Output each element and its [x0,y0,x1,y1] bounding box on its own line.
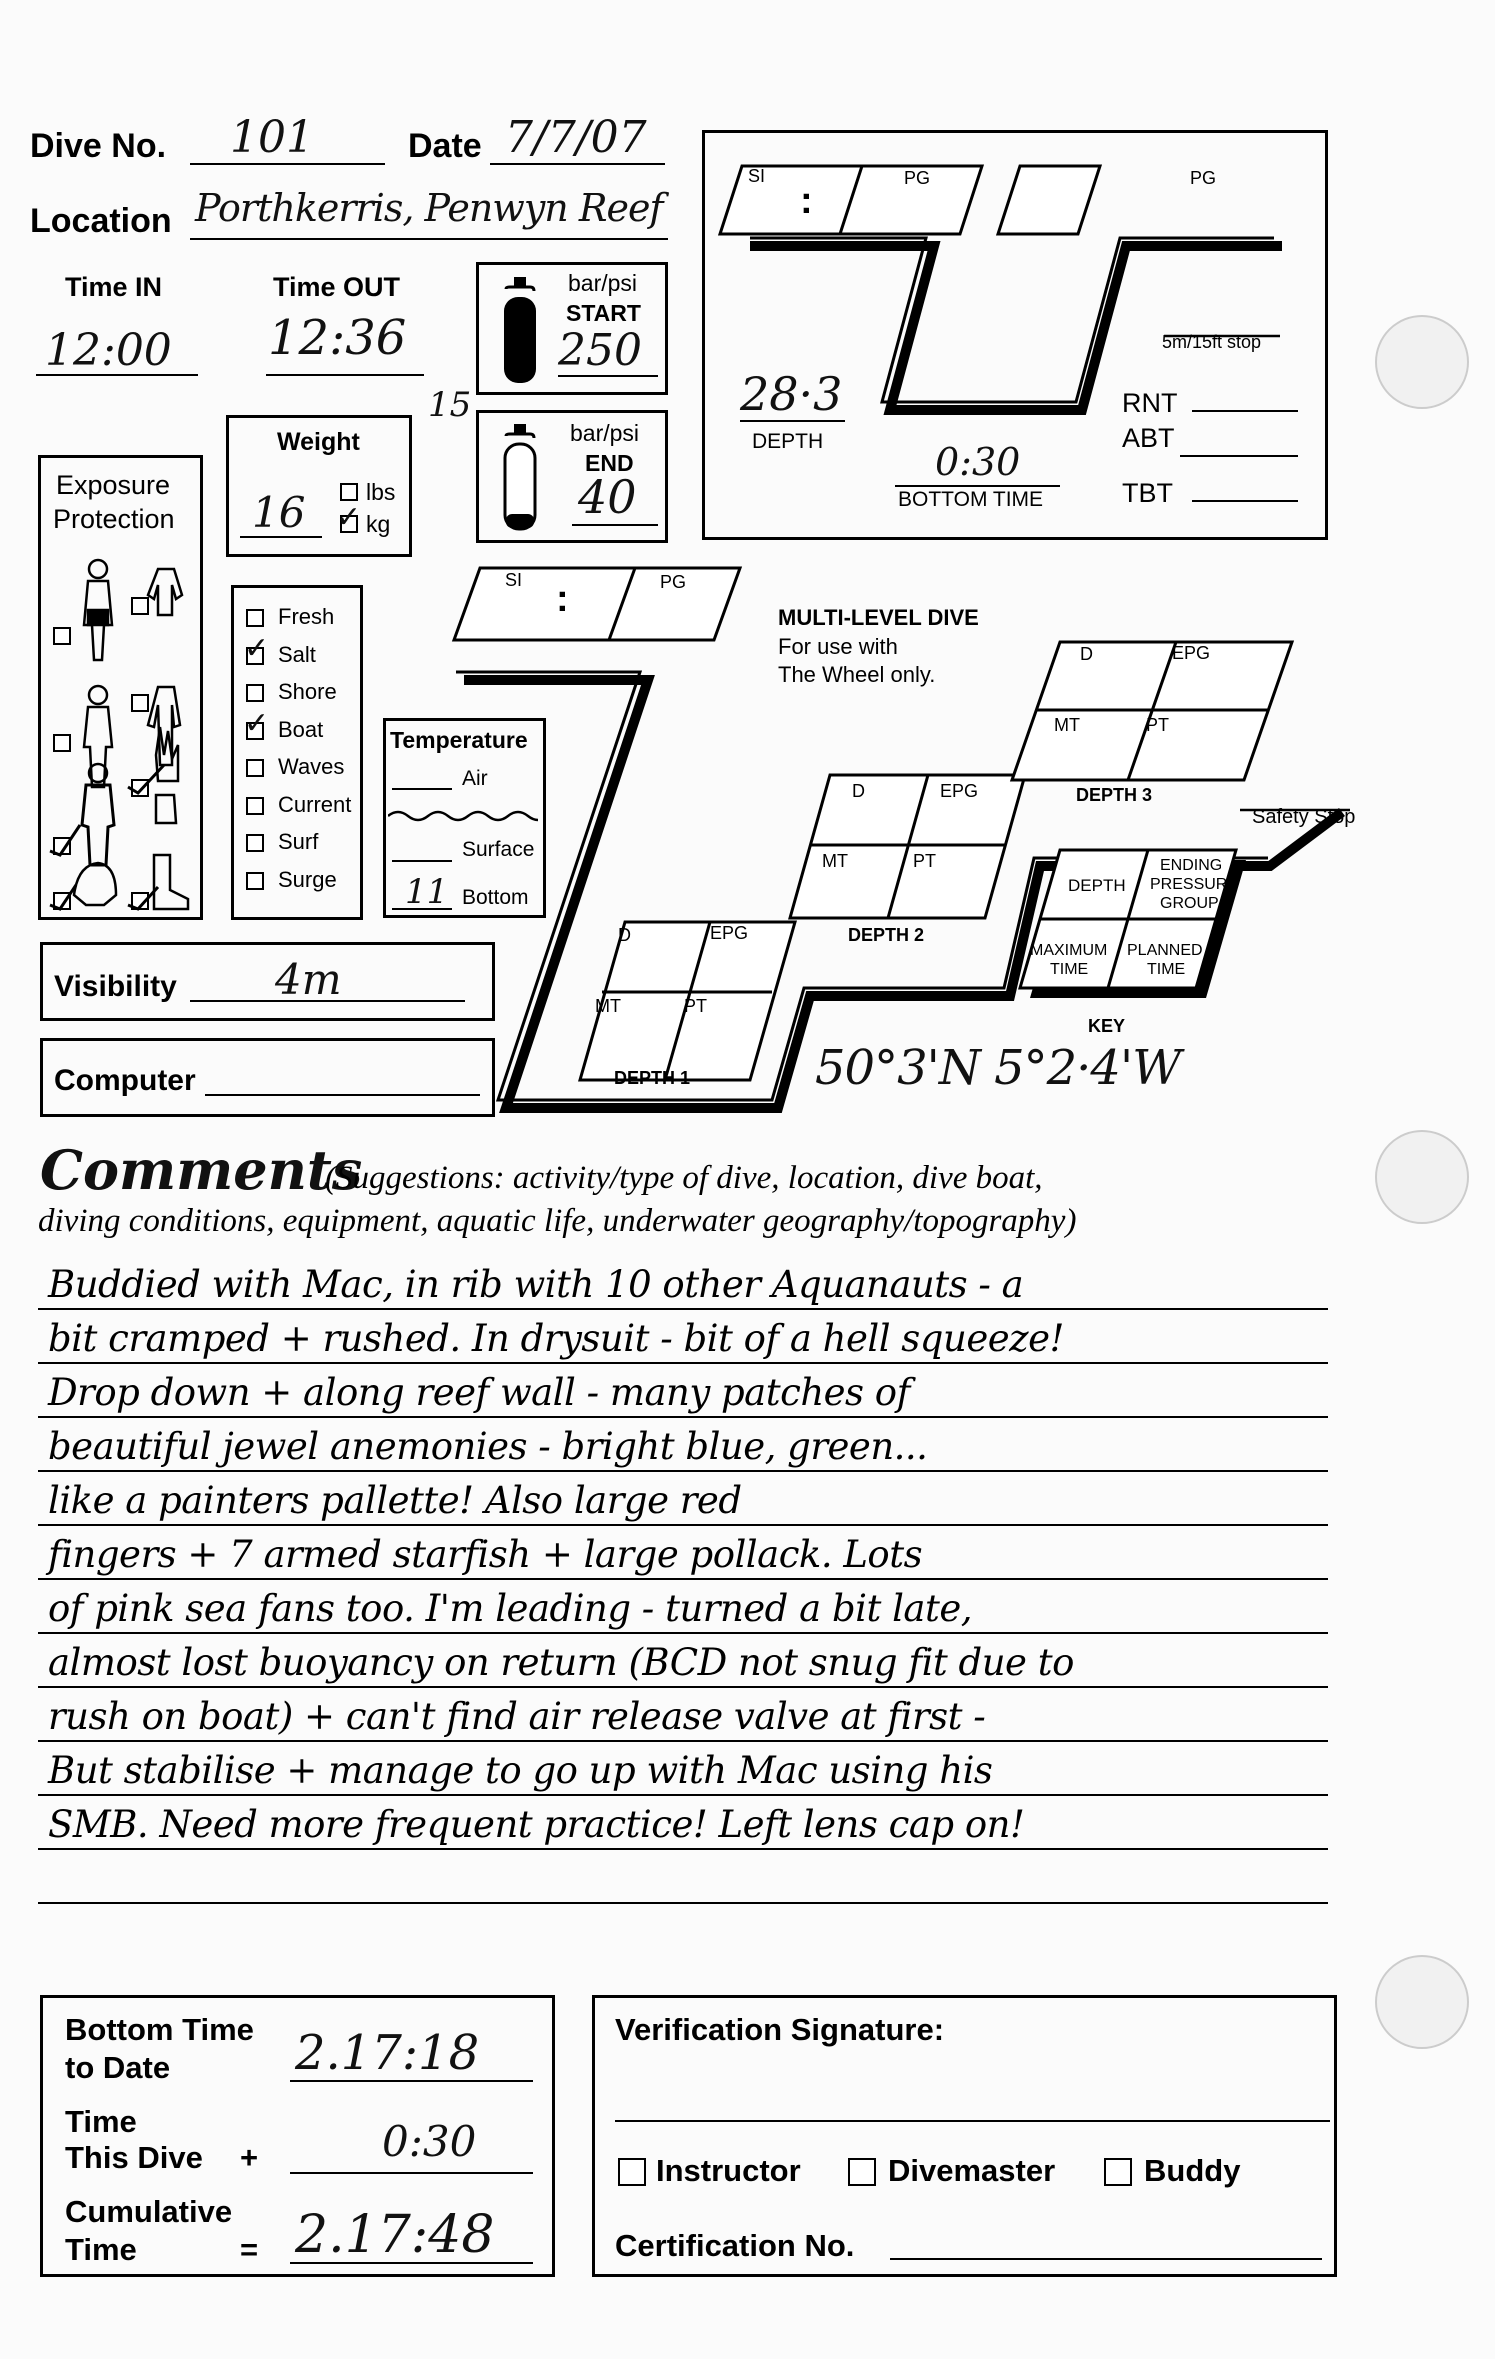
time-in-label: Time IN [65,272,163,302]
cert-label: Certification No. [615,2228,855,2263]
key-pt-2: TIME [1147,961,1186,978]
temp-bottom-label: Bottom [462,886,529,909]
comment-line-text: Buddied with Mac, in rib with 10 other Aquanauts - a [48,1263,1024,1306]
temperature-title: Temperature [390,727,528,753]
key-mt-1: MAXIMUM [1030,942,1108,959]
d3-epg-label: EPG [1172,643,1211,663]
profile-pg-label-2: PG [1190,168,1217,188]
visibility-label: Visibility [54,970,177,1003]
dive-no-value[interactable]: 101 [230,112,314,163]
temp-bottom-value[interactable]: 11 [405,872,449,912]
comment-line [38,1362,1328,1418]
comment-line-text: fingers + 7 armed starfish + large pollack. Lots [48,1533,923,1576]
d3-label: DEPTH 3 [1076,785,1153,805]
water-salt-label: Salt [278,641,316,667]
time-out-label: Time OUT [273,272,401,302]
comment-line [38,1632,1328,1688]
d3-mt-label: MT [1054,715,1080,735]
bt-to-date-label-1: Bottom Time [65,2012,254,2047]
comment-line [38,1470,1328,1526]
lbs-label: lbs [366,479,396,505]
profile-pg-label-1: PG [904,168,931,188]
signature-line[interactable] [615,2120,1330,2122]
comments-title: Comments [40,1138,363,1202]
key-depth-label: DEPTH [1068,876,1126,895]
this-dive-label-2: This Dive [65,2140,203,2175]
d2-pt-label: PT [913,851,937,871]
binder-hole-middle [1375,1130,1469,1224]
comment-line-text: Drop down + along reef wall - many patches of [48,1371,910,1414]
depth-label: DEPTH [752,430,824,453]
cumulative-label-1: Cumulative [65,2194,233,2229]
tank-full-icon [500,275,540,385]
air-end-units: bar/psi [570,420,640,446]
d2-epg-label: EPG [940,781,979,801]
tank-empty-icon [500,422,540,532]
this-dive-plus: + [240,2140,259,2175]
kg-label: kg [366,511,391,537]
cumulative-label-2: Time [65,2232,137,2267]
temp-air-label: Air [462,767,488,790]
this-dive-value[interactable]: 0:30 [382,2117,477,2166]
d2-mt-label: MT [822,851,848,871]
d3-pt-label: PT [1146,715,1170,735]
d1-mt-label: MT [595,996,621,1016]
comment-line [38,1578,1328,1634]
stop-label: 5m/15ft stop [1162,332,1262,352]
time-out-value[interactable]: 12:36 [268,310,407,366]
instructor-checkbox[interactable] [618,2158,646,2186]
bt-to-date-value[interactable]: 2.17:18 [295,2025,480,2081]
air-end-value[interactable]: 40 [578,470,637,524]
air-start-units: bar/psi [568,270,638,296]
exposure-title-2: Protection [53,504,175,534]
d1-epg-label: EPG [710,923,749,943]
water-fresh-checkbox[interactable] [246,609,264,627]
key-epg-2: PRESSURE [1150,876,1239,893]
binder-hole-top [1375,315,1469,409]
date-label: Date [408,127,482,165]
comment-line [38,1416,1328,1472]
water-current-checkbox[interactable] [246,797,264,815]
exposure-title-1: Exposure [56,470,171,500]
comment-line-text: But stabilise + manage to go up with Mac using his [48,1749,993,1792]
visibility-value[interactable]: 4m [275,955,342,1004]
ml-si-colon: : [556,578,569,620]
kg-check-mark: ✓ [336,500,362,535]
comment-line [38,1686,1328,1742]
d1-pt-label: PT [684,996,708,1016]
d2-label: DEPTH 2 [848,925,925,945]
water-surge-label: Surge [278,866,337,892]
bottom-time-label: BOTTOM TIME [898,488,1044,511]
air-end-label: END [585,450,634,476]
profile-si-colon: : [800,180,813,222]
this-dive-label-1: Time [65,2104,137,2139]
water-shore-label: Shore [278,679,337,704]
key-mt-2: TIME [1050,961,1089,978]
time-in-value[interactable]: 12:00 [45,325,172,376]
weight-value[interactable]: 16 [252,488,306,537]
instructor-label: Instructor [656,2153,801,2188]
water-salt-check-mark: ✓ [244,630,270,666]
exposure-options [46,555,196,915]
air-start-label: START [566,300,641,326]
water-surf-label: Surf [278,829,319,854]
water-fresh-label: Fresh [278,604,335,629]
comment-line-text: of pink sea fans too. I'm leading - turned a bit late, [48,1587,973,1630]
temp-surface-label: Surface [462,838,535,861]
depth-value[interactable]: 28·3 [740,367,843,421]
abt-label: ABT [1122,423,1175,453]
location-value[interactable]: Porthkerris, Penwyn Reef [195,186,663,230]
key-epg-1: ENDING [1160,857,1223,874]
key-label: KEY [1088,1016,1126,1036]
comment-line [38,1254,1328,1310]
comment-line [38,1794,1328,1850]
d1-label: DEPTH 1 [614,1068,691,1088]
d1-d-label: D [618,925,631,945]
safety-stop-label: Safety Stop [1252,806,1356,828]
comment-line [38,1740,1328,1796]
water-waves-checkbox[interactable] [246,759,264,777]
comment-line-text: beautiful jewel anemonies - bright blue, green... [48,1425,928,1468]
air-margin-note: 15 [428,385,472,425]
comment-line [38,1524,1328,1580]
cumulative-value[interactable]: 2.17:48 [295,2205,495,2265]
water-current-label: Current [278,791,352,817]
comments-suggestions-1: (Suggestions: activity/type of dive, location, dive boat, [325,1160,1043,1196]
key-epg-3: GROUP [1160,895,1219,912]
water-shore-checkbox[interactable] [246,684,264,702]
key-pt-1: PLANNED [1127,942,1203,959]
cumulative-equals: = [240,2232,259,2267]
water-waves-label: Waves [278,754,345,779]
ml-subtitle-2: The Wheel only. [778,662,936,687]
ml-title: MULTI-LEVEL DIVE [778,605,979,630]
bottom-time-value[interactable]: 0:30 [935,440,1021,484]
ml-subtitle-1: For use with [778,634,898,659]
bt-to-date-label-2: to Date [65,2050,171,2085]
date-value[interactable]: 7/7/07 [505,112,647,163]
water-surge-checkbox[interactable] [246,872,264,890]
comment-line-text: bit cramped + rushed. In drysuit - bit of a hell squeeze! [48,1317,1064,1360]
tbt-label: TBT [1122,478,1173,508]
dive-no-label: Dive No. [30,127,167,165]
multilevel-diagram [450,560,1350,1120]
weight-title: Weight [277,428,360,456]
comment-line-text: like a painters pallette! Also large red [48,1479,742,1522]
water-boat-check-mark: ✓ [244,705,270,741]
comment-line [38,1848,1328,1904]
comment-line-text: almost lost buoyancy on return (BCD not snug fit due to [48,1641,1074,1684]
rnt-label: RNT [1122,388,1178,418]
comment-line-text: rush on boat) + can't find air release valve at first - [48,1695,986,1738]
ml-si-label: SI [505,570,523,590]
water-boat-label: Boat [278,716,324,742]
ml-pg-label: PG [660,572,687,592]
water-surf-checkbox[interactable] [246,834,264,852]
comments-suggestions-2: diving conditions, equipment, aquatic life, underwater geography/topography) [38,1203,1077,1239]
buddy-label: Buddy [1144,2153,1241,2188]
divemaster-checkbox[interactable] [848,2158,876,2186]
air-start-value[interactable]: 250 [558,325,642,376]
computer-label: Computer [54,1064,196,1097]
buddy-checkbox[interactable] [1104,2158,1132,2186]
d2-d-label: D [852,781,865,801]
comment-line [38,1308,1328,1364]
lbs-checkbox[interactable] [340,483,358,501]
binder-hole-bottom [1375,1955,1469,2049]
divemaster-label: Divemaster [888,2153,1056,2188]
verification-title: Verification Signature: [615,2012,945,2047]
coordinates-note: 50°3'N 5°2·4'W [815,1040,1181,1096]
comment-line-text: SMB. Need more frequent practice! Left lens cap on! [48,1803,1025,1846]
location-label: Location [30,202,172,240]
profile-si-label: SI [748,166,766,186]
d3-d-label: D [1080,644,1093,664]
